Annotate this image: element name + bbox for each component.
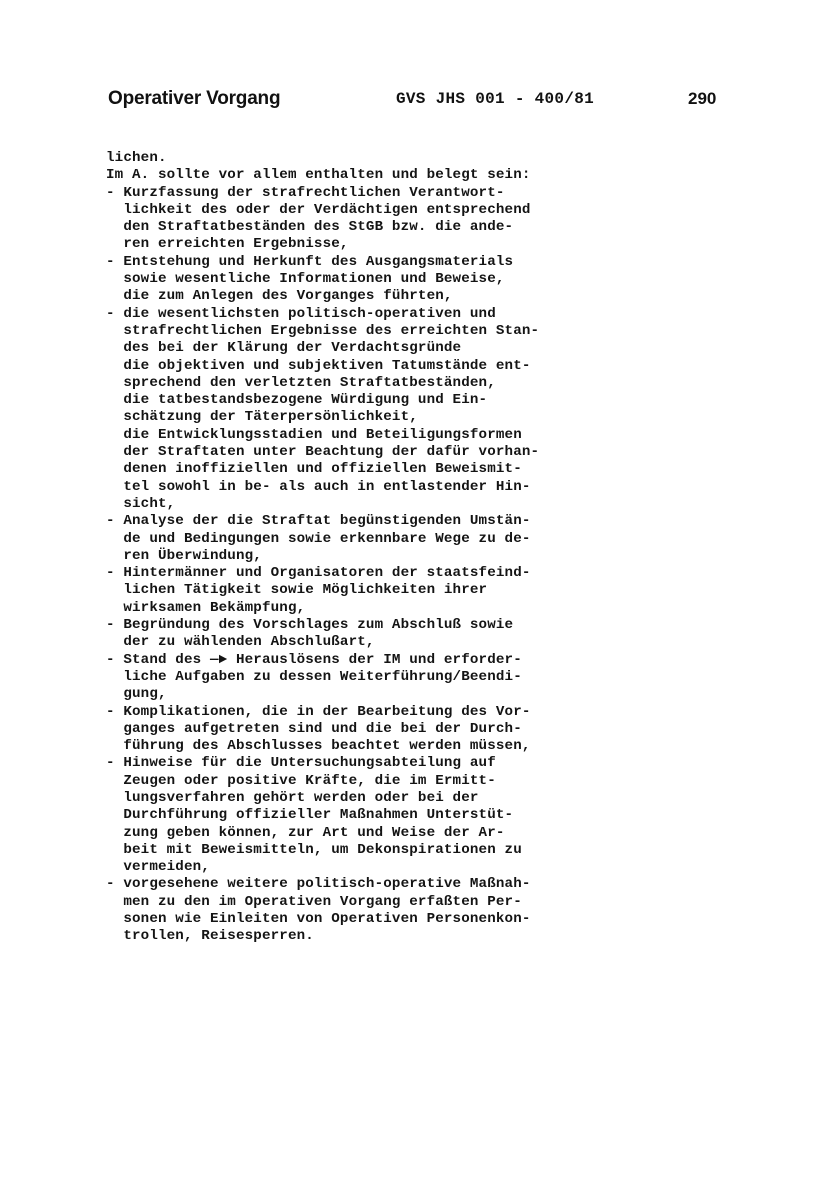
text-line: wirksamen Bekämpfung, (106, 599, 306, 616)
page-number: 290 (688, 89, 717, 108)
text-line: Zeugen oder positive Kräfte, die im Ermitt- (106, 772, 496, 789)
text-line: men zu den im Operativen Vorgang erfaßten Per- (106, 893, 522, 910)
text-line: Im A. sollte vor allem enthalten und belegt sein: (106, 167, 531, 184)
text-line: lungsverfahren gehört werden oder bei der (106, 789, 479, 806)
text-line: der zu wählenden Abschlußart, (106, 634, 375, 651)
text-line: liche Aufgaben zu dessen Weiterführung/Beendi- (106, 668, 522, 685)
text-line: die tatbestandsbezogene Würdigung und Ein- (106, 392, 488, 409)
body-text (106, 150, 706, 946)
text-line: denen inoffiziellen und offiziellen Beweismit- (106, 461, 522, 478)
text-line: sprechend den verletzten Straftatbeständen, (106, 374, 496, 391)
text-line: sonen wie Einleiten von Operativen Personenkon- (106, 911, 531, 928)
text-line: - Analyse der die Straftat begünstigenden Umstän- (106, 513, 531, 530)
page-header (108, 88, 728, 118)
text-line: der Straftaten unter Beachtung der dafür vorhan- (106, 444, 540, 461)
text-line: beit mit Beweismitteln, um Dekonspirationen zu (106, 841, 522, 858)
text-line: die Entwicklungsstadien und Beteiligungsformen (106, 426, 522, 443)
text-line: de und Bedingungen sowie erkennbare Wege zu de- (106, 530, 531, 547)
text-line: - Begründung des Vorschlages zum Abschluß sowie (106, 617, 514, 634)
text-line: sicht, (106, 495, 176, 512)
text-line: ganges aufgetreten sind und die bei der Durch- (106, 720, 522, 737)
text-line: - Hintermänner und Organisatoren der staatsfeind- (106, 565, 531, 582)
text-line: ren erreichten Ergebnisse, (106, 236, 349, 253)
text-line: - Hinweise für die Untersuchungsabteilung auf (106, 755, 496, 772)
text-line: lichen Tätigkeit sowie Möglichkeiten ihrer (106, 582, 488, 599)
text-line: tel sowohl in be- als auch in entlastender Hin- (106, 478, 531, 495)
text-line: schätzung der Täterpersönlichkeit, (106, 409, 418, 426)
text-line: - vorgesehene weitere politisch-operative Maßnah- (106, 876, 531, 893)
text-line: ren Überwindung, (106, 547, 262, 564)
text-line: lichen. (106, 150, 167, 166)
text-line: - Stand des —► Herauslösens der IM und erforder- (106, 651, 522, 668)
document-reference: GVS JHS 001 - 400/81 (396, 90, 595, 108)
text-line: strafrechtlichen Ergebnisse des erreichten Stan- (106, 322, 540, 339)
text-line: sowie wesentliche Informationen und Beweise, (106, 271, 505, 288)
text-line: trollen, Reisesperren. (106, 928, 314, 945)
text-line: gung, (106, 686, 167, 703)
text-line: lichkeit des oder der Verdächtigen entsprechend (106, 201, 531, 218)
text-line: zung geben können, zur Art und Weise der Ar- (106, 824, 505, 841)
text-line: den Straftatbeständen des StGB bzw. die ande- (106, 219, 514, 236)
text-line: vermeiden, (106, 859, 210, 876)
text-line: die objektiven und subjektiven Tatumstände ent- (106, 357, 531, 374)
text-line: - die wesentlichsten politisch-operativen und (106, 305, 496, 322)
text-line: führung des Abschlusses beachtet werden müssen, (106, 738, 531, 755)
text-line: des bei der Klärung der Verdachtsgründe (106, 340, 462, 357)
text-line: - Kurzfassung der strafrechtlichen Verantwort- (106, 184, 505, 201)
text-line: - Komplikationen, die in der Bearbeitung des Vor- (106, 703, 531, 720)
text-line: Durchführung offizieller Maßnahmen Unterstüt- (106, 807, 514, 824)
text-line: - Entstehung und Herkunft des Ausgangsmaterials (106, 253, 514, 270)
text-line: die zum Anlegen des Vorganges führten, (106, 288, 453, 305)
page-title: Operativer Vorgang (108, 88, 281, 109)
